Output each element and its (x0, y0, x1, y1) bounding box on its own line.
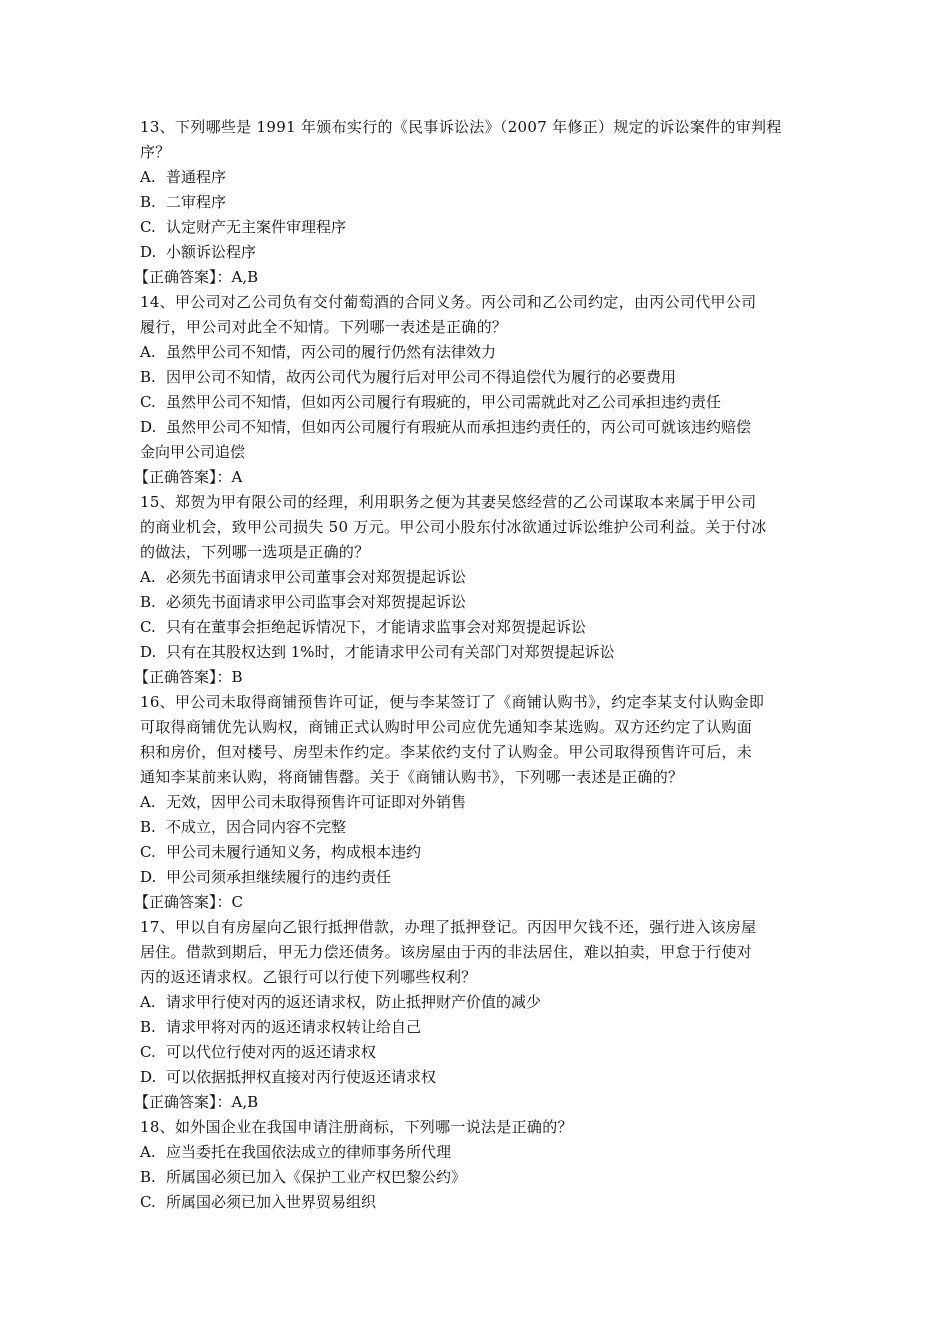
option-letter: C. (140, 618, 156, 636)
question-stem-line: 17、甲以自有房屋向乙银行抵押借款，办理了抵押登记。丙因甲欠钱不还，强行进入该房屋 (140, 918, 757, 936)
option-letter: D. (140, 243, 157, 261)
correct-answer-value: A,B (231, 1093, 259, 1111)
correct-answer (134, 1090, 820, 1115)
answer-option (140, 840, 820, 865)
option-letter: B. (140, 818, 156, 836)
option-text: 因甲公司不知情，故丙公司代为履行后对甲公司不得追偿代为履行的必要费用 (166, 368, 677, 386)
question-stem (140, 115, 820, 165)
answer-option (140, 190, 820, 215)
option-text: 只有在董事会拒绝起诉情况下，才能请求监事会对郑贺提起诉讼 (166, 618, 587, 636)
answer-option (140, 790, 820, 815)
question-stem (140, 290, 820, 340)
question-stem-line: 的做法，下列哪一选项是正确的？ (140, 543, 370, 561)
option-letter: C. (140, 1043, 156, 1061)
option-letter: A. (140, 793, 156, 811)
option-text: 虽然甲公司不知情，但如丙公司履行有瑕疵的，甲公司需就此对乙公司承担违约责任 (166, 393, 722, 411)
option-text: 可以依据抵押权直接对丙行使返还请求权 (166, 1068, 437, 1086)
option-text: 虽然甲公司不知情，但如丙公司履行有瑕疵从而承担违约责任的，丙公司可就该违约赔偿 (166, 418, 752, 436)
option-letter: B. (140, 593, 156, 611)
answer-option (140, 165, 820, 190)
option-letter: D. (140, 1068, 157, 1086)
question-stem-line: 序？ (140, 143, 171, 161)
option-letter: B. (140, 368, 156, 386)
option-letter: A. (140, 1143, 156, 1161)
question-stem-line: 积和房价，但对楼号、房型未作约定。李某依约支付了认购金。甲公司取得预售许可后，未 (140, 743, 753, 761)
question-block (134, 290, 820, 490)
correct-answer (134, 265, 820, 290)
document-page (134, 115, 820, 1215)
question-block (134, 490, 820, 690)
question-stem-line: 18、如外国企业在我国申请注册商标，下列哪一说法是正确的？ (140, 1118, 573, 1136)
answer-option (140, 215, 820, 240)
option-text: 小额诉讼程序 (166, 243, 257, 261)
correct-answer (134, 665, 820, 690)
answer-option (140, 1165, 820, 1190)
question-stem-line: 居住。借款到期后，甲无力偿还债务。该房屋由于丙的非法居住，难以拍卖，甲怠于行使对 (140, 943, 753, 961)
option-text: 二审程序 (166, 193, 227, 211)
answer-option (140, 1015, 820, 1040)
answer-option (140, 1140, 820, 1165)
option-text: 普通程序 (166, 168, 227, 186)
question-block (134, 690, 820, 915)
option-letter: A. (140, 993, 156, 1011)
answer-option (140, 1040, 820, 1065)
correct-answer-value: C (231, 893, 243, 911)
option-letter: A. (140, 343, 156, 361)
question-stem (140, 690, 820, 790)
option-text: 可以代位行使对丙的返还请求权 (166, 1043, 377, 1061)
answer-option (140, 590, 820, 615)
question-stem-line: 15、郑贺为甲有限公司的经理，利用职务之便为其妻吴悠经营的乙公司谋取本来属于甲公司 (140, 493, 757, 511)
option-text: 请求甲将对丙的返还请求权转让给自己 (166, 1018, 422, 1036)
option-text: 认定财产无主案件审理程序 (166, 218, 347, 236)
option-text: 无效，因甲公司未取得预售许可证即对外销售 (166, 793, 467, 811)
option-letter: B. (140, 1018, 156, 1036)
answer-option (140, 865, 820, 890)
correct-answer-value: A (231, 468, 243, 486)
correct-answer (134, 890, 820, 915)
answer-option (140, 390, 820, 415)
option-text: 不成立，因合同内容不完整 (166, 818, 347, 836)
option-text: 虽然甲公司不知情，丙公司的履行仍然有法律效力 (166, 343, 497, 361)
option-letter: C. (140, 393, 156, 411)
question-stem (140, 490, 820, 565)
answer-option (140, 990, 820, 1015)
option-text-continuation: 金向甲公司追偿 (140, 443, 246, 461)
option-letter: C. (140, 218, 156, 236)
correct-answer-label: 【正确答案】： (134, 668, 232, 686)
option-letter: D. (140, 643, 157, 661)
question-block (134, 115, 820, 290)
option-text: 所属国必须已加入世界贸易组织 (166, 1193, 377, 1211)
question-stem-line: 通知李某前来认购，将商铺售罄。关于《商铺认购书》，下列哪一表述是正确的？ (140, 768, 684, 786)
option-text: 甲公司未履行通知义务，构成根本违约 (166, 843, 422, 861)
question-stem-line: 的商业机会，致甲公司损失 50 万元。甲公司小股东付冰欲通过诉讼维护公司利益。关于付冰 (140, 518, 767, 536)
option-text: 所属国必须已加入《保护工业产权巴黎公约》 (166, 1168, 467, 1186)
question-block (134, 915, 820, 1115)
correct-answer-label: 【正确答案】： (134, 893, 232, 911)
correct-answer (134, 465, 820, 490)
option-letter: B. (140, 1168, 156, 1186)
option-letter: D. (140, 418, 157, 436)
answer-option (140, 340, 820, 365)
option-letter: A. (140, 568, 156, 586)
question-stem-line: 13、下列哪些是 1991 年颁布实行的《民事诉讼法》（2007 年修正）规定的诉讼案件的审判程 (140, 118, 782, 136)
answer-option (140, 1190, 820, 1215)
option-text: 请求甲行使对丙的返还请求权，防止抵押财产价值的减少 (166, 993, 542, 1011)
option-text: 必须先书面请求甲公司董事会对郑贺提起诉讼 (166, 568, 467, 586)
question-stem-line: 丙的返还请求权。乙银行可以行使下列哪些权利？ (140, 968, 477, 986)
answer-option (140, 815, 820, 840)
correct-answer-label: 【正确答案】： (134, 1093, 232, 1111)
question-stem-line: 可取得商铺优先认购权，商铺正式认购时甲公司应优先通知李某选购。双方还约定了认购面 (140, 718, 753, 736)
answer-option (140, 415, 820, 440)
correct-answer-label: 【正确答案】： (134, 468, 232, 486)
option-text: 必须先书面请求甲公司监事会对郑贺提起诉讼 (166, 593, 467, 611)
question-stem-line: 14、甲公司对乙公司负有交付葡萄酒的合同义务。丙公司和乙公司约定，由丙公司代甲公司 (140, 293, 757, 311)
question-stem-line: 履行，甲公司对此全不知情。下列哪一表述是正确的？ (140, 318, 508, 336)
answer-option (140, 1065, 820, 1090)
question-stem-line: 16、甲公司未取得商铺预售许可证，便与李某签订了《商铺认购书》，约定李某支付认购金即 (140, 693, 765, 711)
answer-option (140, 565, 820, 590)
answer-option (140, 365, 820, 390)
answer-option (140, 240, 820, 265)
question-stem (140, 915, 820, 990)
answer-option (140, 640, 820, 665)
correct-answer-label: 【正确答案】： (134, 268, 232, 286)
option-text: 应当委托在我国依法成立的律师事务所代理 (166, 1143, 452, 1161)
option-text: 只有在其股权达到 1%时，才能请求甲公司有关部门对郑贺提起诉讼 (166, 643, 615, 661)
option-letter: C. (140, 843, 156, 861)
option-text: 甲公司须承担继续履行的违约责任 (166, 868, 392, 886)
correct-answer-value: A,B (231, 268, 259, 286)
question-block (140, 1115, 820, 1215)
option-letter: C. (140, 1193, 156, 1211)
correct-answer-value: B (231, 668, 243, 686)
answer-option (140, 615, 820, 640)
option-letter: D. (140, 868, 157, 886)
option-letter: A. (140, 168, 156, 186)
option-letter: B. (140, 193, 156, 211)
question-stem (140, 1115, 820, 1140)
